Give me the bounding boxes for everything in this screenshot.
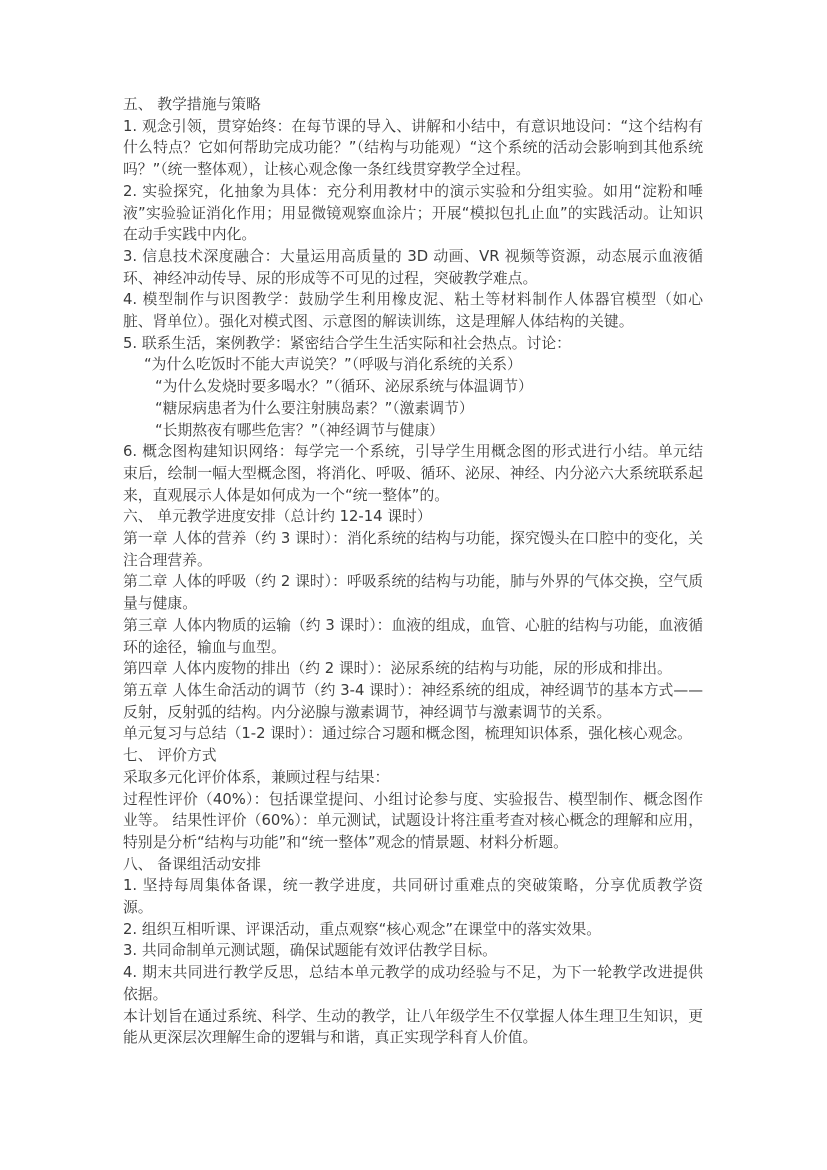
paragraph: 单元复习与总结（1-2 课时）：通过综合习题和概念图，梳理知识体系，强化核心观念。 — [123, 725, 692, 743]
paragraph: 第一章 人体的营养（约 3 课时）：消化系统的结构与功能，探究馒头在口腔中的变化，关注合理营养。 — [123, 530, 703, 569]
paragraph: 第五章 人体生命活动的调节（约 3-4 课时）：神经系统的组成，神经调节的基本方式——反射，反射弧的结构。内分泌腺与激素调节，神经调节与激素调节的关系。 — [123, 681, 703, 721]
paragraph: 第二章 人体的呼吸（约 2 课时）：呼吸系统的结构与功能，肺与外界的气体交换，空气质量与健康。 — [123, 573, 703, 613]
quote-line: “为什么吃饭时不能大声说笑？”（呼吸与消化系统的关系） — [144, 356, 522, 374]
section-heading: 八、 备课组活动安排 — [123, 855, 261, 873]
paragraph: 6. 概念图构建知识网络：每学完一个系统，引导学生用概念图的形式进行小结。单元结束后，绘制一幅大型概念图，将消化、呼吸、循环、泌尿、神经、内分泌六大系统联系起来，直观展示人体是如何成为一个“统一整体”的。 — [123, 443, 703, 504]
paragraph: 3. 共同命制单元测试题，确保试题能有效评估教学目标。 — [123, 942, 497, 960]
paragraph: 1. 坚持每周集体备课，统一教学进度，共同研讨重难点的突破策略，分享优质教学资源。 — [123, 877, 703, 917]
paragraph: 5. 联系生活，案例教学：紧密结合学生生活实际和社会热点。讨论： — [123, 334, 571, 352]
quote-line: “长期熬夜有哪些危害？”（神经调节与健康） — [155, 421, 445, 439]
paragraph: 3. 信息技术深度融合：大量运用高质量的 3D 动画、VR 视频等资源，动态展示血液循环、神经冲动传导、尿的形成等不可见的过程，突破教学难点。 — [123, 247, 703, 287]
paragraph: 第四章 人体内废物的排出（约 2 课时）：泌尿系统的结构与功能，尿的形成和排出。 — [123, 660, 672, 678]
paragraph: 2. 组织互相听课、评课活动，重点观察“核心观念”在课堂中的落实效果。 — [123, 920, 602, 938]
paragraph: 2. 实验探究，化抽象为具体：充分利用教材中的演示实验和分组实验。如用“淀粉和唾液”实验验证消化作用；用显微镜观察血涂片；开展“模拟包扎止血”的实践活动。让知识在动手实践中内化。 — [123, 182, 703, 244]
quote-line: “糖尿病患者为什么要注射胰岛素？”（激素调节） — [155, 399, 474, 417]
section-heading: 七、 评价方式 — [123, 747, 217, 765]
paragraph: 4. 模型制作与识图教学：鼓励学生利用橡皮泥、粘土等材料制作人体器官模型（如心脏、肾单位）。强化对模式图、示意图的解读训练，这是理解人体结构的关键。 — [123, 291, 703, 331]
section-heading: 六、 单元教学进度安排（总计约 12-14 课时） — [123, 508, 432, 526]
paragraph: 采取多元化评价体系，兼顾过程与结果： — [123, 768, 390, 786]
paragraph: 4. 期末共同进行教学反思，总结本单元教学的成功经验与不足，为下一轮教学改进提供依据。 — [123, 964, 703, 1003]
paragraph: 1. 观念引领，贯穿始终：在每节课的导入、讲解和小结中，有意识地设问：“这个结构有什么特点？它如何帮助完成功能？”（结构与功能观）“这个系统的活动会影响到其他系统吗？”（统一整体观），让核心观念像一条红线贯穿教学全过程。 — [123, 117, 703, 179]
paragraph: 第三章 人体内物质的运输（约 3 课时）：血液的组成，血管、心脏的结构与功能，血液循环的途径，输血与血型。 — [123, 616, 703, 656]
section-heading: 五、 教学措施与策略 — [123, 96, 261, 113]
paragraph: 过程性评价（40%）：包括课堂提问、小组讨论参与度、实验报告、模型制作、概念图作业等。 结果性评价（60%）：单元测试，试题设计将注重考查对核心概念的理解和应用，特别是分析“结构与功能”和“统一整体”观念的情景题、材料分析题。 — [123, 790, 703, 851]
paragraph: 本计划旨在通过系统、科学、生动的教学，让八年级学生不仅掌握人体生理卫生知识，更能从更深层次理解生命的逻辑与和谐，真正实现学科育人价值。 — [123, 1007, 703, 1047]
quote-line: “为什么发烧时要多喝水？”（循环、泌尿系统与体温调节） — [155, 378, 533, 396]
